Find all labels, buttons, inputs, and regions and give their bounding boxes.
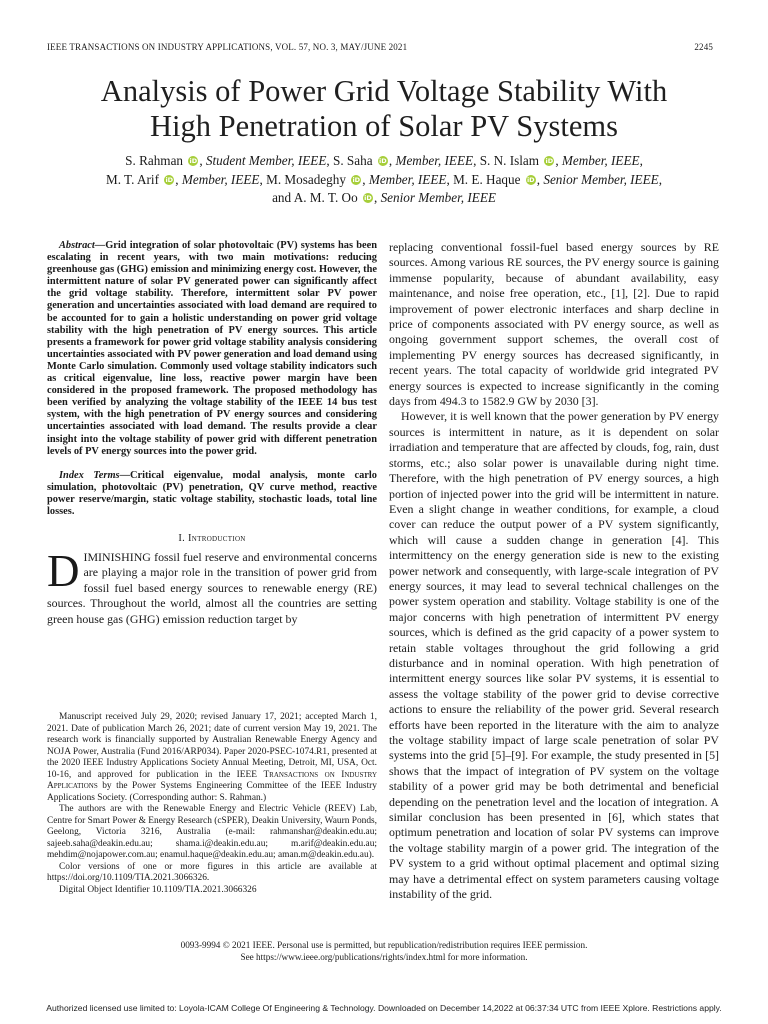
author-membership: Member, IEEE — [181, 171, 260, 187]
author-name: M. T. Arif — [105, 171, 159, 187]
drop-cap: D — [47, 546, 80, 597]
author-list — [40, 152, 728, 208]
left-column — [47, 240, 377, 627]
section-number: I. — [178, 533, 186, 545]
section-heading-introduction — [47, 533, 377, 544]
copyright-line-1: 0093-9994 © 2021 IEEE. Personal use is permitted, but republication/redistribution requires IEEE permission. — [180, 940, 588, 950]
author-membership: Member, IEEE — [368, 171, 447, 187]
orcid-icon[interactable]: iD — [165, 175, 174, 184]
index-terms-text: Critical eigenvalue, modal analysis, monte carlo simulation, photovoltaic (PV) penetration, QV curve method, reactive power reserve/margin, static voltage stability, stochastic loads, total line losses. — [47, 469, 377, 517]
index-terms — [47, 470, 377, 518]
author-membership: Member, IEEE — [561, 153, 640, 168]
author-name: A. M. T. Oo — [293, 190, 358, 205]
author-conjunction: and — [272, 190, 292, 205]
footnote-manuscript — [47, 712, 377, 804]
title-line-2: High Penetration of Solar PV Systems — [150, 109, 618, 143]
orcid-icon[interactable]: iD — [379, 157, 387, 165]
section-title: Introduction — [188, 533, 246, 545]
abstract-text: Grid integration of solar photovoltaic (PV) systems has been escalating in recent years, with two main motivations: reducing greenhouse gas (GHG) emission and minimizing energy cost. However, the intermittent nature of solar PV generated power can significantly affect the grid voltage stability. Therefore, intermittent solar PV power generation and uncertainties associated with load demand are required to be accounted for to gain a holistic understanding on power grid voltage stability with the high penetration of PV energy sources. This article presents a framework for power grid voltage stability analysis considering uncertainties associated with PV power generation and load demand using Monte Carlo simulation. Commonly used voltage stability indicators such as critical eigenvalue, line loss, reactive power margin have been considered in the proposed framework. The proposed methodology has been verified by analyzing the voltage stability of the IEEE 14 bus test system, with the high penetration of PV energy sources and considering uncertainties associated with load demand. The results provide a clear insight into the voltage stability of power grid with different penetration levels of PV energy sources into the power grid. — [47, 240, 377, 457]
footnote-doi: Digital Object Identifier 10.1109/TIA.2021.3066326 — [59, 884, 257, 895]
abstract — [47, 240, 377, 458]
abstract-label: Abstract— — [59, 240, 106, 251]
author-line-1: S. Rahman iD , Student Member, IEEE, S. Saha iD , Member, IEEE, S. N. Islam iD , Member, IEEE, — [125, 153, 643, 168]
intro-paragraph-1-continued: replacing conventional fossil-fuel based energy sources by RE sources. Among various RE sources, the PV energy source is gaining immense popularity, because of abundant availability, easy maintenance, and noise free operation, etc., [1], [2]. Due to rapid improvement of power electronic interfaces and sharp decline in price of components associated with PV energy source, as well as ongoing government support schemes, the overall cost of implementing PV energy sources has decreased significantly, in recent years. The total capacity of worldwide grid integrated PV energy sources is expected to increase significantly in the coming days from 494.3 to 1582.9 GW by 2030 [3]. — [389, 240, 719, 409]
footnote-affiliation: The authors are with the Renewable Energy and Electric Vehicle (REEV) Lab, Centre for Smart Power & Energy Research (cSPER), Deakin University, Waurn Ponds, Geelong, Victoria 3216, Australia (e-mail: rahmanshar@deakin.edu.au; sajeeb.saha@deakin.edu.au; shama.i@deakin.edu.au; m.arif@deakin.edu.au; mehdim@nojapower.com.au; enamul.haque@deakin.edu.au; aman.m@deakin.edu.au). — [47, 804, 377, 860]
right-column — [389, 240, 719, 902]
author-membership: Senior Member, IEEE — [543, 171, 659, 187]
author-name: S. N. Islam — [479, 153, 540, 168]
author-name: S. Saha — [333, 153, 373, 168]
author-name: M. E. Haque — [453, 171, 521, 187]
author-name: S. Rahman — [125, 153, 184, 168]
intro-paragraph-1 — [47, 546, 377, 627]
intro-paragraph-2: However, it is well known that the power generation by PV energy sources is intermittent in nature, as it is dependent on solar irradiation and temperature that are affected by clouds, fog, rain, dust storms, etc.; also solar power is unavailable during night time. Therefore, with the high penetration of PV energy sources, a high portion of injected power into the grid will be intermittent in nature. Even a slight change in weather conditions, for example, a cloud cover can reduce the output power of a PV system significantly, which will cause a sudden change in generation [4]. This intermittency on the energy generation side is new to the existing power network and consequently, with large-scale integration of PV energy sources, it may lead to several technical challenges on the power system operation and stability. Voltage stability is one of the major concerns with high penetration of intermittent PV energy sources, which is defined as the grid capacity of a power system to retain stable voltages throughout the grid following a grid disturbance and in nominal operation. With high penetration of intermittent energy sources like solar PV systems, it is essential to assess the voltage stability of the power grid to devise corrective actions to ensure the reliability of the power grid. Several research efforts have been reported in the literature with the aim to analyze the voltage stability impact of large scale penetration of solar PV systems into the grid [5]–[9]. For example, the study presented in [5] shows that the impact of integration of PV system on the voltage stability of a power grid may be both detrimental and beneficial depending on the penetration level and the location of integration. A similar conclusion has been presented in [6], which states that optimum penetration and location of solar PV systems can improve the voltage stability margin of a power grid. The integration of the PV system to a grid without optimal placement and optimal sizing may have a detrimental effect on system parameters causing voltage instability of the grid. — [389, 409, 719, 902]
journal-name: IEEE TRANSACTIONS ON INDUSTRY APPLICATIONS, VOL. 57, NO. 3, MAY/JUNE 2021 — [47, 42, 408, 52]
orcid-icon[interactable]: iD — [352, 175, 361, 184]
orcid-icon[interactable]: iD — [526, 175, 535, 184]
orcid-icon[interactable]: iD — [364, 194, 372, 202]
intro-paragraph-1-text: fossil fuel reserve and environmental concerns are playing a major role in the transition of power grid from fossil fuel based energy sources to renewable energy (RE) sources. Throughout the world, almost all the countries are setting green house gas (GHG) emission reduction target by — [47, 550, 377, 626]
running-header — [47, 42, 713, 52]
author-membership: Student Member, IEEE — [205, 153, 327, 168]
first-word: IMINISHING — [83, 550, 151, 565]
paper-title — [40, 74, 728, 144]
footnote-journal-name: Transactions on Industry Applications — [47, 769, 378, 791]
footnote-color-versions: Color versions of one or more figures in this article are available at https://doi.org/10.1109/TIA.2021.3066326. — [47, 861, 377, 883]
footnote-text: Manuscript received July 29, 2020; revised January 17, 2021; accepted March 1, 2021. Date of publication March 26, 2021; date of current version May 19, 2021. The research work is financially supported by Australian Renewable Energy Agency and NOJA Power, Australia (Fund 2016/ARP034). Paper 2020-PSEC-1074.R1, presented at the 2020 IEEE Industry Applications Society Annual Meeting, Detroit, MI, USA, Oct. 10-16, and approved for publication in the IEEE — [47, 712, 377, 780]
orcid-icon[interactable]: iD — [545, 157, 554, 165]
orcid-icon[interactable]: iD — [189, 157, 198, 165]
copyright-line-2: See https://www.ieee.org/publications/rights/index.html for more information. — [240, 952, 528, 962]
title-line-1: Analysis of Power Grid Voltage Stability With — [100, 74, 668, 108]
footnotes — [47, 712, 377, 896]
author-membership: Member, IEEE — [395, 153, 474, 168]
author-name: M. Mosadeghy — [266, 171, 346, 187]
download-notice: Authorized licensed use limited to: Loyola-ICAM College Of Engineering & Technology. Downloaded on December 14,2022 at 06:37:34 UTC from IEEE Xplore. Restrictions apply. — [46, 1003, 722, 1013]
author-line-3: and A. M. T. Oo iD , Senior Member, IEEE — [272, 190, 496, 205]
page-number: 2245 — [694, 42, 713, 52]
author-line-2: M. T. Arif iD , Member, IEEE, M. Mosadeghy iD , Member, IEEE, M. E. Haque iD , Senior Member, IEEE, — [105, 171, 663, 187]
footnote-text: by the Power Systems Engineering Committee of the IEEE Industry Applications Society. (Corresponding author: S. Rahman.) — [47, 781, 377, 803]
author-membership: Senior Member, IEEE — [380, 190, 496, 205]
index-terms-label: Index Terms— — [59, 469, 130, 481]
copyright-notice — [47, 939, 721, 963]
